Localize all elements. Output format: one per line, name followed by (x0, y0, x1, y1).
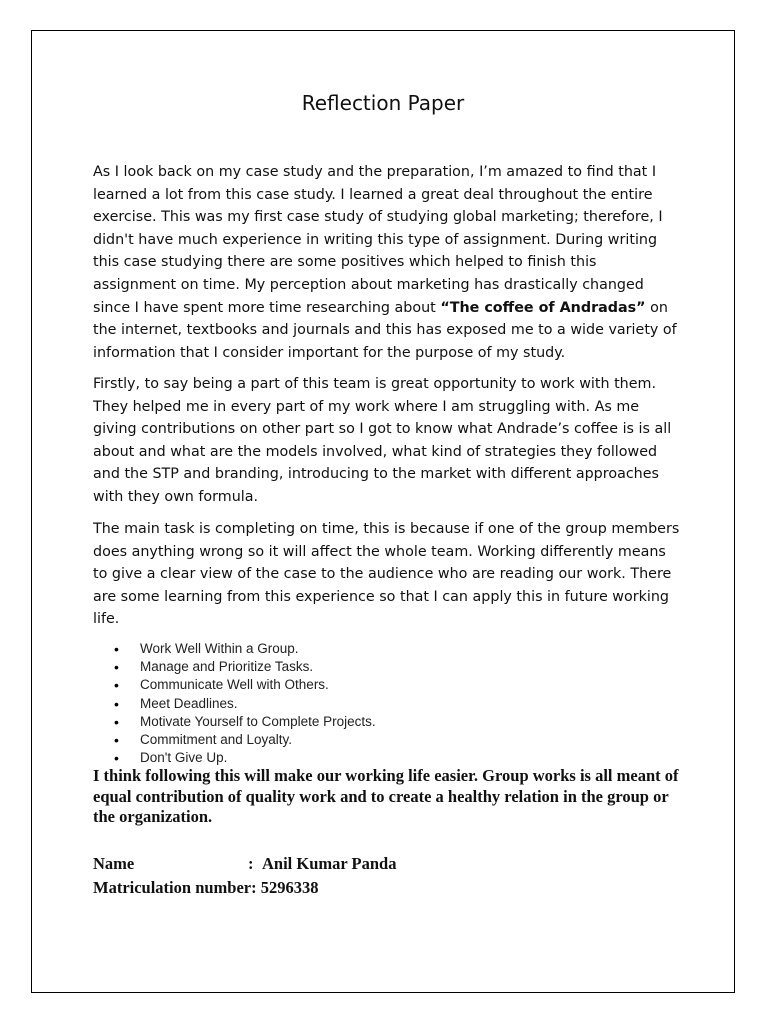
name-label: Name (93, 854, 135, 873)
paragraph-intro-bold-title: “The coffee of Andradas” (440, 299, 646, 316)
paragraph-intro-text-end: on the internet, textbooks and journals and this has exposed me to a wide variety of information that I consider important for the purpose of my study. (93, 299, 677, 361)
bullet-item: • Don't Give Up. (112, 749, 376, 767)
bullet-item: • Work Well Within a Group. (112, 640, 376, 658)
matriculation-label: Matriculation number: (93, 878, 257, 897)
bullet-item: • Commitment and Loyalty. (112, 731, 376, 749)
paragraph-intro-text-start: As I look back on my case study and the preparation, I’m amazed to find that I learned a lot from this case study. I learned a great deal throughout the entire exercise. This was my first case study of studying global marketing; therefore, I didn't have much experience in writing this type of assignment. During writing this case studying there are some positives which helped to finish this assignment on time. My perception about marketing has drastically changed since I have spent more time researching about (93, 164, 663, 316)
paragraph-main-task: The main task is completing on time, this is because if one of the group members does anything wrong so it will affect the whole team. Working differently means to give a clear view of the case to the audience who are reading our work. There are some learning from this experience so that I can apply this in future working life. (93, 521, 680, 628)
signature-matriculation-line (93, 878, 318, 898)
name-value: Anil Kumar Panda (262, 854, 397, 873)
bullet-item: • Meet Deadlines. (112, 695, 376, 713)
bullet-item: • Manage and Prioritize Tasks. (112, 658, 376, 676)
document-page (31, 30, 735, 993)
paragraph-team: Firstly, to say being a part of this team is great opportunity to work with them. They helped me in every part of my work where I am struggling with. As me giving contributions on other part so I got to know what Andrade’s coffee is is all about and what are the models involved, what kind of strategies they followed and the STP and branding, introducing to the market with different approaches with they own formula. (93, 376, 672, 505)
name-colon: : (248, 854, 254, 873)
closing-paragraph: I think following this will make our working life easier. Group works is all meant of equal contribution of quality work and to create a healthy relation in the group or the organization. (93, 766, 679, 827)
bullet-item: • Motivate Yourself to Complete Projects. (112, 713, 376, 731)
learning-bullet-list (112, 640, 376, 767)
bullet-item: • Communicate Well with Others. (112, 676, 376, 694)
matriculation-value: 5296338 (260, 878, 319, 897)
signature-name-line (93, 854, 396, 874)
document-title: Reflection Paper (301, 91, 465, 115)
paragraph-intro (93, 161, 683, 364)
